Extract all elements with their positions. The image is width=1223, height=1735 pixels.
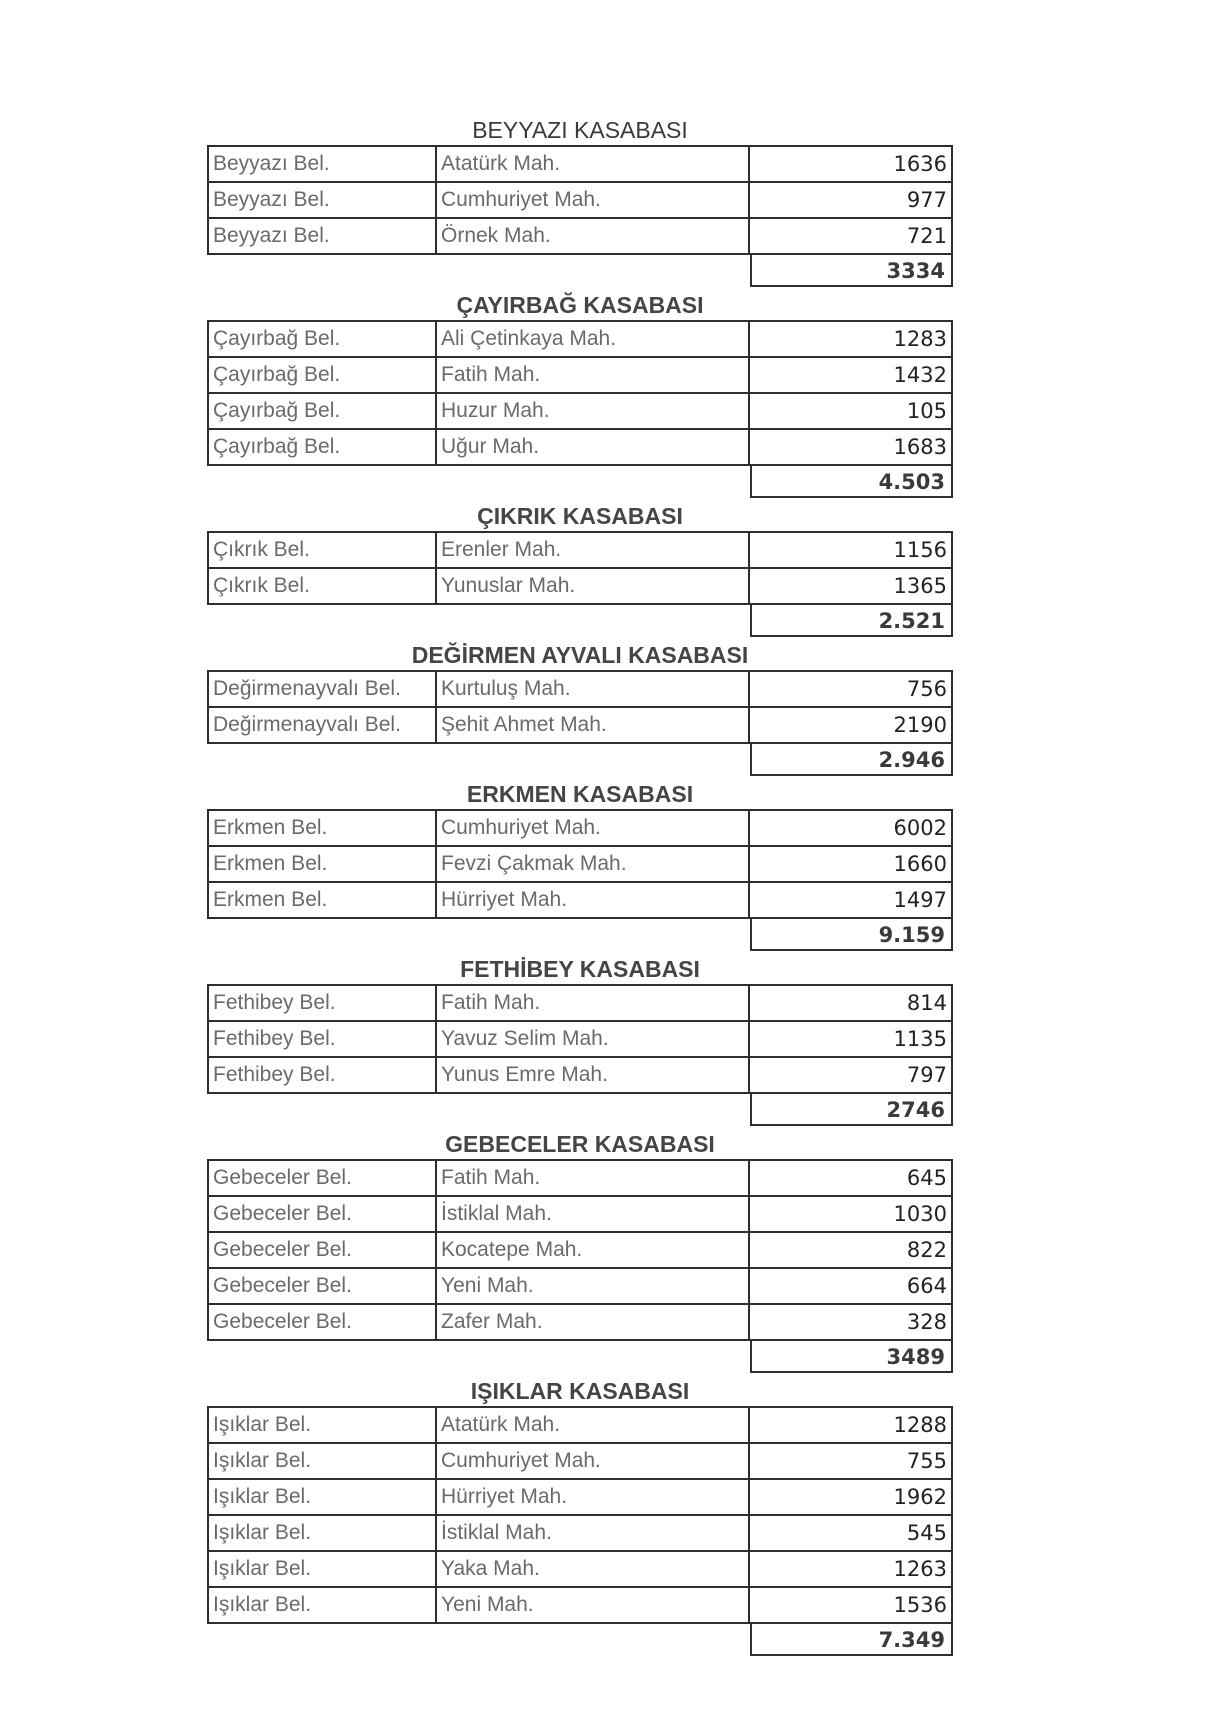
neighborhood-cell: Hürriyet Mah. <box>436 1479 749 1515</box>
neighborhood-cell: Yavuz Selim Mah. <box>436 1021 749 1057</box>
neighborhood-cell: Ali Çetinkaya Mah. <box>436 321 749 357</box>
document-page <box>207 112 953 1656</box>
total-box <box>750 605 953 637</box>
municipality-cell: Çayırbağ Bel. <box>208 393 436 429</box>
section-title: BEYYAZI KASABASI <box>472 117 688 143</box>
population-cell: 664 <box>749 1268 952 1304</box>
neighborhood-cell: Huzur Mah. <box>436 393 749 429</box>
municipality-cell: Çayırbağ Bel. <box>208 321 436 357</box>
population-cell: 977 <box>749 182 952 218</box>
municipality-cell: Işıklar Bel. <box>208 1551 436 1587</box>
district-section <box>207 951 953 1126</box>
total-row <box>207 1094 953 1126</box>
population-cell: 645 <box>749 1160 952 1196</box>
population-cell: 1263 <box>749 1551 952 1587</box>
neighborhood-table <box>207 1406 953 1624</box>
total-box <box>750 466 953 498</box>
total-value: 2746 <box>886 1098 945 1122</box>
total-row <box>207 744 953 776</box>
neighborhood-cell: Yeni Mah. <box>436 1268 749 1304</box>
municipality-cell: Işıklar Bel. <box>208 1587 436 1623</box>
neighborhood-cell: Hürriyet Mah. <box>436 882 749 918</box>
table-row <box>208 321 952 357</box>
neighborhood-cell: İstiklal Mah. <box>436 1196 749 1232</box>
population-cell: 814 <box>749 985 952 1021</box>
table-row <box>208 810 952 846</box>
neighborhood-cell: Zafer Mah. <box>436 1304 749 1340</box>
table-row <box>208 146 952 182</box>
table-row <box>208 1515 952 1551</box>
municipality-cell: Işıklar Bel. <box>208 1407 436 1443</box>
municipality-cell: Işıklar Bel. <box>208 1479 436 1515</box>
municipality-cell: Işıklar Bel. <box>208 1515 436 1551</box>
neighborhood-cell: Şehit Ahmet Mah. <box>436 707 749 743</box>
municipality-cell: Gebeceler Bel. <box>208 1160 436 1196</box>
table-row <box>208 846 952 882</box>
municipality-cell: Fethibey Bel. <box>208 1021 436 1057</box>
municipality-cell: Gebeceler Bel. <box>208 1232 436 1268</box>
district-section <box>207 1126 953 1373</box>
neighborhood-table <box>207 531 953 605</box>
table-row <box>208 1057 952 1093</box>
population-cell: 1156 <box>749 532 952 568</box>
neighborhood-table <box>207 984 953 1094</box>
table-row <box>208 1160 952 1196</box>
population-cell: 6002 <box>749 810 952 846</box>
population-cell: 328 <box>749 1304 952 1340</box>
municipality-cell: Çayırbağ Bel. <box>208 429 436 465</box>
total-value: 7.349 <box>878 1628 945 1652</box>
population-cell: 1365 <box>749 568 952 604</box>
total-box <box>750 255 953 287</box>
total-box <box>750 744 953 776</box>
municipality-cell: Çayırbağ Bel. <box>208 357 436 393</box>
municipality-cell: Gebeceler Bel. <box>208 1268 436 1304</box>
neighborhood-cell: Fatih Mah. <box>436 1160 749 1196</box>
population-cell: 1962 <box>749 1479 952 1515</box>
section-title: IŞIKLAR KASABASI <box>470 1378 690 1404</box>
total-box <box>750 1624 953 1656</box>
total-row <box>207 605 953 637</box>
neighborhood-table <box>207 320 953 466</box>
municipality-cell: Fethibey Bel. <box>208 1057 436 1093</box>
section-title: FETHİBEY KASABASI <box>460 956 700 982</box>
population-cell: 756 <box>749 671 952 707</box>
municipality-cell: Beyyazı Bel. <box>208 182 436 218</box>
population-cell: 1683 <box>749 429 952 465</box>
neighborhood-cell: İstiklal Mah. <box>436 1515 749 1551</box>
total-row <box>207 919 953 951</box>
district-section <box>207 637 953 776</box>
neighborhood-cell: Örnek Mah. <box>436 218 749 254</box>
neighborhood-cell: Fatih Mah. <box>436 357 749 393</box>
neighborhood-cell: Erenler Mah. <box>436 532 749 568</box>
table-row <box>208 1587 952 1623</box>
neighborhood-cell: Kocatepe Mah. <box>436 1232 749 1268</box>
municipality-cell: Erkmen Bel. <box>208 882 436 918</box>
total-value: 2.521 <box>878 609 945 633</box>
population-cell: 2190 <box>749 707 952 743</box>
table-row <box>208 532 952 568</box>
table-row <box>208 1443 952 1479</box>
municipality-cell: Çıkrık Bel. <box>208 568 436 604</box>
population-cell: 1030 <box>749 1196 952 1232</box>
neighborhood-cell: Fevzi Çakmak Mah. <box>436 846 749 882</box>
neighborhood-cell: Atatürk Mah. <box>436 146 749 182</box>
municipality-cell: Beyyazı Bel. <box>208 218 436 254</box>
total-box <box>750 919 953 951</box>
table-row <box>208 1268 952 1304</box>
municipality-cell: Değirmenayvalı Bel. <box>208 671 436 707</box>
municipality-cell: Fethibey Bel. <box>208 985 436 1021</box>
neighborhood-cell: Fatih Mah. <box>436 985 749 1021</box>
municipality-cell: Işıklar Bel. <box>208 1443 436 1479</box>
municipality-cell: Gebeceler Bel. <box>208 1196 436 1232</box>
population-cell: 545 <box>749 1515 952 1551</box>
total-value: 3334 <box>886 259 945 283</box>
population-cell: 1283 <box>749 321 952 357</box>
municipality-cell: Çıkrık Bel. <box>208 532 436 568</box>
table-row <box>208 218 952 254</box>
population-cell: 1135 <box>749 1021 952 1057</box>
total-row <box>207 1341 953 1373</box>
municipality-cell: Beyyazı Bel. <box>208 146 436 182</box>
table-row <box>208 671 952 707</box>
neighborhood-cell: Yunus Emre Mah. <box>436 1057 749 1093</box>
total-value: 4.503 <box>878 470 945 494</box>
table-row <box>208 1304 952 1340</box>
total-row <box>207 255 953 287</box>
section-title: ÇIKRIK KASABASI <box>477 503 683 529</box>
municipality-cell: Değirmenayvalı Bel. <box>208 707 436 743</box>
table-row <box>208 1407 952 1443</box>
table-row <box>208 1551 952 1587</box>
section-title: ERKMEN KASABASI <box>466 781 694 807</box>
population-cell: 1536 <box>749 1587 952 1623</box>
population-cell: 797 <box>749 1057 952 1093</box>
district-section <box>207 1373 953 1656</box>
neighborhood-cell: Cumhuriyet Mah. <box>436 810 749 846</box>
table-row <box>208 985 952 1021</box>
table-row <box>208 1232 952 1268</box>
neighborhood-cell: Cumhuriyet Mah. <box>436 1443 749 1479</box>
neighborhood-cell: Kurtuluş Mah. <box>436 671 749 707</box>
table-row <box>208 882 952 918</box>
total-value: 2.946 <box>878 748 945 772</box>
population-cell: 1288 <box>749 1407 952 1443</box>
total-box <box>750 1341 953 1373</box>
total-value: 3489 <box>886 1345 945 1369</box>
neighborhood-cell: Yunuslar Mah. <box>436 568 749 604</box>
total-value: 9.159 <box>878 923 945 947</box>
table-row <box>208 429 952 465</box>
population-cell: 1432 <box>749 357 952 393</box>
table-row <box>208 182 952 218</box>
municipality-cell: Erkmen Bel. <box>208 810 436 846</box>
population-cell: 755 <box>749 1443 952 1479</box>
neighborhood-table <box>207 809 953 919</box>
district-section <box>207 776 953 951</box>
neighborhood-table <box>207 145 953 255</box>
table-row <box>208 1021 952 1057</box>
table-row <box>208 1479 952 1515</box>
population-cell: 1636 <box>749 146 952 182</box>
district-section <box>207 498 953 637</box>
table-row <box>208 568 952 604</box>
total-box <box>750 1094 953 1126</box>
section-title: GEBECELER KASABASI <box>445 1131 715 1157</box>
table-row <box>208 707 952 743</box>
population-cell: 822 <box>749 1232 952 1268</box>
municipality-cell: Gebeceler Bel. <box>208 1304 436 1340</box>
population-cell: 1497 <box>749 882 952 918</box>
neighborhood-cell: Uğur Mah. <box>436 429 749 465</box>
district-section <box>207 287 953 498</box>
population-cell: 105 <box>749 393 952 429</box>
population-cell: 721 <box>749 218 952 254</box>
municipality-cell: Erkmen Bel. <box>208 846 436 882</box>
district-section <box>207 112 953 287</box>
table-row <box>208 357 952 393</box>
neighborhood-table <box>207 670 953 744</box>
section-title: ÇAYIRBAĞ KASABASI <box>456 292 704 318</box>
table-row <box>208 1196 952 1232</box>
neighborhood-table <box>207 1159 953 1341</box>
neighborhood-cell: Yeni Mah. <box>436 1587 749 1623</box>
total-row <box>207 1624 953 1656</box>
total-row <box>207 466 953 498</box>
neighborhood-cell: Cumhuriyet Mah. <box>436 182 749 218</box>
table-row <box>208 393 952 429</box>
neighborhood-cell: Atatürk Mah. <box>436 1407 749 1443</box>
neighborhood-cell: Yaka Mah. <box>436 1551 749 1587</box>
section-title: DEĞİRMEN AYVALI KASABASI <box>411 642 749 668</box>
population-cell: 1660 <box>749 846 952 882</box>
